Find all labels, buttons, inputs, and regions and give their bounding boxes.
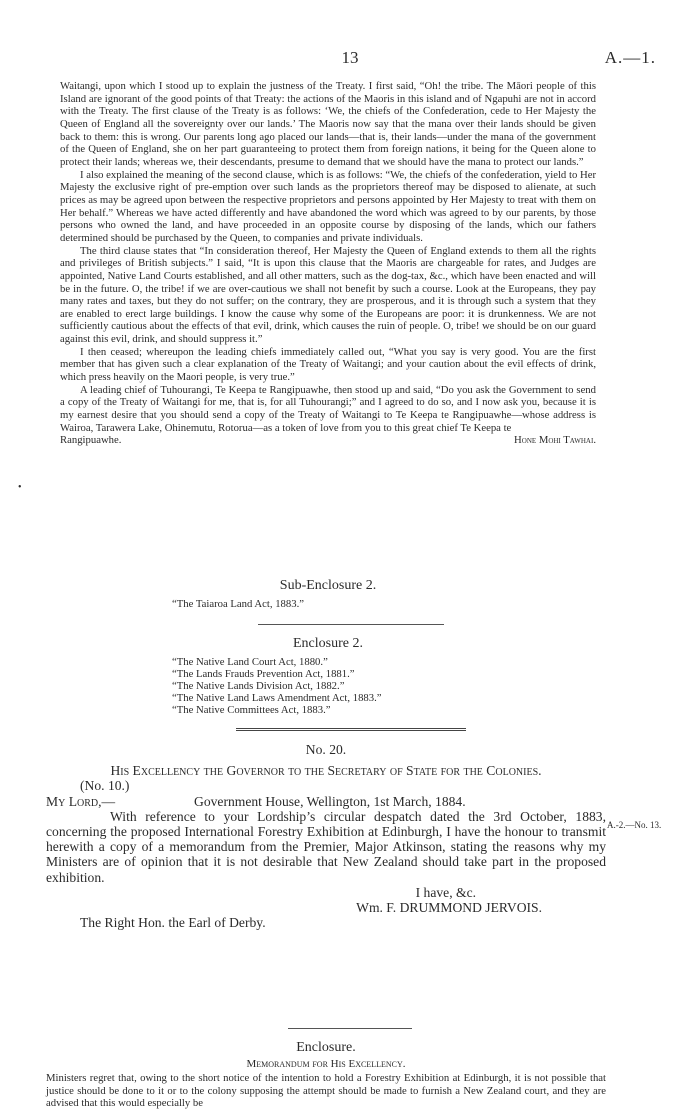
despatch-sub-number: (No. 10.) [80,778,130,794]
enclosure-heading: Enclosure. [296,1040,356,1055]
despatch-place-date: Government House, Wellington, 1st March, 1884. [194,793,466,809]
paragraph-5: A leading chief of Tuhourangi, Te Keepa te Rangipuawhe, then stood up and said, “Do you ask the Government to send a copy of the Treaty of Waitangi for me, that is, for all Tuhourangi;” and I agreed to do so, and I now ask you, because it is my earnest desire that you should send a copy of the Treaty of Waitangi to Te Keepa te Rangipuawhe—whose address is Wairoa, Tarawera Lake, Ohinemutu, Rotorua—as a token of love from you to this great chief Te Keepa te [60,383,596,434]
enclosure-2-item: “The Native Committees Act, 1883.” [172,704,331,716]
sub-enclosure-item: “The Taiaroa Land Act, 1883.” [172,598,305,610]
enclosure-2-list [172,656,382,716]
sub-enclosure-block [60,578,596,594]
despatch-salutation: My Lord,— [46,793,116,809]
divider-rule [258,624,444,625]
enclosure-2-item: “The Native Land Court Act, 1880.” [172,656,328,668]
enclosure-2-item: “The Lands Frauds Prevention Act, 1881.” [172,668,355,680]
enclosure-2-block [60,636,596,652]
despatch-addressee: The Right Hon. the Earl of Derby. [80,915,266,931]
letter-last-line: Rangipuawhe. [60,434,122,447]
despatch-salutation-row [46,794,606,809]
paragraph-2: I also explained the meaning of the second clause, which is as follows: “We, the chiefs of the confederation, yield to Her Majesty the exclusive right of pre-emption over such lands as the proprietors thereof may be disposed to alienate, at such prices as may be agreed upon between the respective proprietors and persons appointed by Her Majesty to treat with them on Her behalf.” Whereas we have acted differently and have abandoned the word which was agreed to by our parents, by those persons who owned the land, and have proceeded in an opposite course by disposing of the lands, which our fathers determined should be purchased by the Queen, to companies and private individuals. [60,168,596,244]
enclosure-2-item: “The Native Land Laws Amendment Act, 1883.” [172,692,382,704]
divider-rule [288,1028,412,1029]
despatch-block [46,742,606,930]
paragraph-3: The third clause states that “In consideration thereof, Her Majesty the Queen of England extends to them all the rights and privileges of British subjects.” I said, “It is upon this clause that the Maoris are chargeable for rates, and Judges are appointed, Native Land Courts established, and all other matters, such as the dog-tax, &c., which have been enacted and will be in the future. O, the tribe! if we are over-cautious we shall not benefit by such a course. Look at the Europeans, they pay many rates and taxes, but they do not suffer; on the contrary, they are prosperous, and it is through such a system that they are enabled to erect large buildings. I know the cause why some of the Europeans are poor: it is drunkenness. We are not sufficiently cautious about the effects of that evil, drink, which causes the ruin of people. O, tribe! we should be on our guard against this evil, drink, and should suppress it.” [60,244,596,346]
paragraph-4: I then ceased; whereupon the leading chiefs immediately called out, “What you say is very good. You are the first member that has given such a clear explanation of the Treaty of Waitangi; and your caution about the evil effects of drink, which press heavily on the Maori people, is very true.” [60,345,596,384]
enclosure-block [46,1040,606,1070]
memo-heading: Memorandum for His Excellency. [246,1058,406,1070]
margin-reference: A.-2.—No. 13. [607,820,662,830]
letter-body [60,80,596,447]
memo-text: Ministers regret that, owing to the short notice of the intention to hold a Forestry Exhibition at Edinburgh, it is not possible that justice should be done to it or to the colony supposing the attempt should be made to furnish a New Zealand court, and they are advised that this would especially be [46,1072,606,1110]
letter-signature-row [60,434,596,447]
sub-enclosure-heading: Sub-Enclosure 2. [279,578,377,593]
despatch-number: No. 20. [305,742,347,757]
enclosure-2-heading: Enclosure 2. [293,636,363,651]
margin-dot: • [18,482,22,493]
memo-body [46,1072,606,1110]
despatch-title: His Excellency the Governor to the Secretary of State for the Colonies. [110,763,542,779]
page-header [44,48,656,68]
section-divider [236,728,466,731]
page-number: 13 [341,48,359,67]
page-reference: A.—1. [604,48,656,67]
despatch-body: With reference to your Lordship’s circular despatch dated the 3rd October, 1883, concerning the proposed International Forestry Exhibition at Edinburgh, I have the honour to transmit herewith a copy of a memorandum from the Premier, Major Atkinson, stating the reasons why my Ministers are of opinion that it is not desirable that New Zealand should take part in the proposed exhibition. [46,808,606,885]
paragraph-1: Waitangi, upon which I stood up to explain the justness of the Treaty. I first said, “Oh! the tribe. The Māori people of this Island are ignorant of the good points of that Treaty: the actions of the Maoris in this island and of Ngapuhi are not in accord with the Treaty. The first clause of the Treaty is as follows: ‘We, the chiefs of the Confederation, cede to Her Majesty the Queen of England all the sovereignty over our lands.’ The Maoris now say that the mana over their lands should be given back to them: this is wrong. Our parents long ago placed our lands—that is, their lands—under the mana of the government of the Queen of England, she on her part guaranteeing to protect them from foreign nations, it being for the Queen alone to protect their lands; whereas we, their descendants, presume to demand that we should have the mana to protect our lands.” [60,80,596,168]
letter-signature: Hone Mohi Tawhai. [514,434,596,447]
despatch-signature: Wm. F. DRUMMOND JERVOIS. [356,900,542,916]
despatch-closing: I have, &c. [415,884,476,900]
enclosure-2-item: “The Native Lands Division Act, 1882.” [172,680,345,692]
